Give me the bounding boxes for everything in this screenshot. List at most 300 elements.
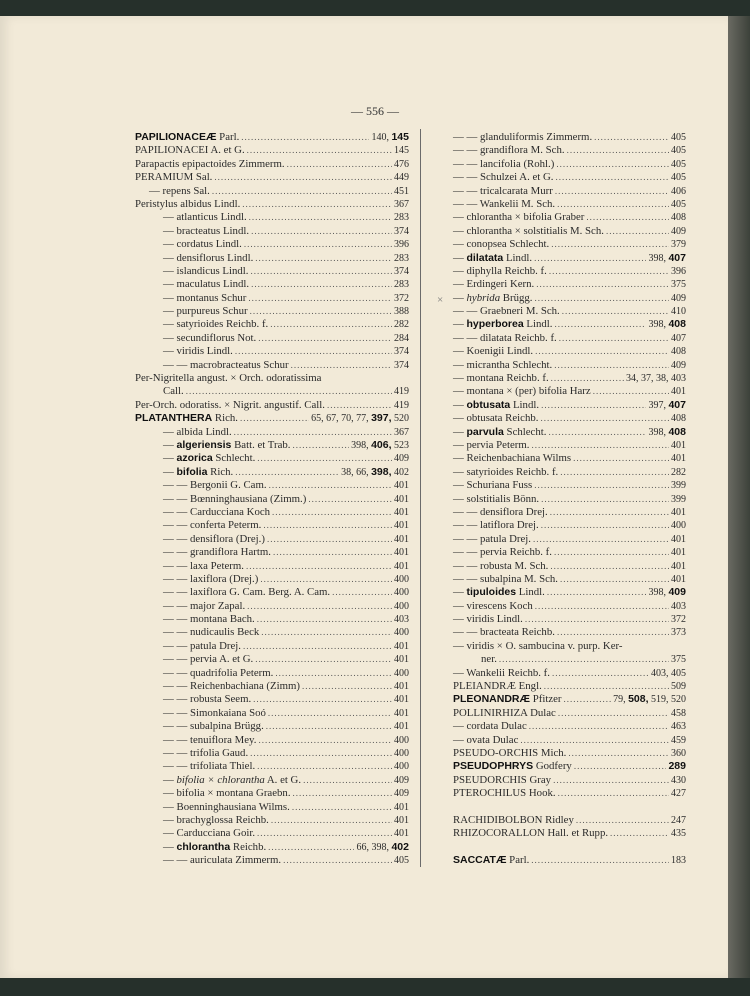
entry-pages [394, 586, 409, 599]
index-entry [135, 198, 409, 211]
entry-name [163, 720, 264, 733]
entry-pages [394, 573, 409, 586]
entry-bold-name: bifolia [176, 465, 208, 478]
entry-name [453, 560, 548, 573]
index-entry [453, 292, 686, 305]
page-refs: 282 [671, 466, 686, 478]
page-refs: 401 [394, 654, 409, 666]
entry-name [453, 827, 608, 840]
index-entry [135, 506, 409, 519]
index-entry [135, 827, 409, 840]
entry-name [453, 707, 556, 720]
entry-name [453, 185, 553, 198]
entry-name [163, 667, 273, 680]
page-refs: 367 [394, 426, 409, 438]
leader-dots [261, 626, 392, 639]
leader-dots [250, 747, 392, 760]
entry-name [163, 560, 244, 573]
index-entry [135, 640, 409, 653]
entry-name [453, 854, 529, 867]
entry-name [453, 225, 604, 238]
entry-name [163, 211, 247, 224]
entry-prefix: Per-Orch. odoratiss. × Nigrit. angustif. Call. [135, 398, 325, 411]
entry-pages [394, 693, 409, 706]
page-refs: 375 [671, 279, 686, 291]
page-ref-tail: 519, 520 [651, 694, 686, 706]
index-entry [453, 238, 686, 251]
leader-dots [554, 546, 669, 559]
leader-dots [534, 252, 646, 265]
leader-dots [272, 506, 392, 519]
entry-prefix: — islandicus Lindl. [163, 264, 249, 277]
entry-prefix: — bifolia × montana Graebn. [163, 787, 291, 800]
entry-pages [671, 814, 686, 827]
index-entry [453, 573, 686, 586]
page-refs: 405 [671, 158, 686, 170]
entry-pages [394, 345, 409, 358]
index-entry [453, 613, 686, 626]
page-refs: 407 [671, 332, 686, 344]
page-refs: 403 [394, 614, 409, 626]
leader-dots [255, 252, 392, 265]
entry-name [163, 653, 253, 666]
entry-prefix: — [163, 438, 177, 451]
leader-dots [293, 787, 392, 800]
page-refs: 401 [671, 506, 686, 518]
index-entry [135, 452, 409, 465]
page-refs: 399 [671, 480, 686, 492]
entry-pages [671, 546, 686, 559]
index-entry [453, 707, 686, 720]
entry-prefix: — satyrioides Reichb. f. [163, 318, 269, 331]
entry-prefix: — brachyglossa Reichb. [163, 813, 269, 826]
leader-dots [550, 560, 669, 573]
page-refs: 401 [671, 453, 686, 465]
entry-prefix: — micrantha Schlecht. [453, 358, 553, 371]
entry-name [453, 747, 566, 760]
entry-prefix: — — grandiflora M. Sch. [453, 144, 565, 157]
entry-prefix: — repens Sal. [149, 184, 210, 197]
entry-prefix: — — Reichenbachiana (Zimm) [163, 680, 301, 693]
page-refs: 459 [671, 734, 686, 746]
entry-pages [394, 225, 409, 238]
leader-dots [554, 359, 669, 372]
entry-bold-name: SACCATÆ [453, 854, 507, 867]
entry-prefix: — — quadrifolia Peterm. [163, 666, 274, 679]
page-refs: 397, [648, 399, 666, 411]
index-entry [453, 466, 686, 479]
entry-name [453, 720, 527, 733]
entry-pages [648, 586, 686, 599]
index-entry [135, 332, 409, 345]
index-entry [453, 640, 686, 653]
leader-dots [544, 680, 669, 693]
entry-name [453, 372, 549, 385]
entry-prefix: — — latiflora Drej. [453, 519, 539, 532]
entry-prefix: — — densiflora (Drej.) [163, 532, 265, 545]
entry-prefix: — — tenuiflora Mey. [163, 733, 257, 746]
entry-pages [394, 546, 409, 559]
entry-name [163, 640, 241, 653]
entry-name [453, 787, 556, 800]
entry-prefix: — [163, 840, 177, 853]
index-entry [453, 747, 686, 760]
index-entry [135, 359, 409, 372]
page-refs: 38, 66, [341, 466, 369, 478]
leader-dots [241, 131, 369, 144]
page-refs: 403 [671, 600, 686, 612]
index-entry [135, 144, 409, 157]
page-refs: 405 [394, 855, 409, 867]
entry-name [453, 265, 547, 278]
main-page-ref: 408 [668, 318, 686, 331]
entry-bold-name: PLEONANDRÆ [453, 693, 531, 706]
entry-pages [671, 412, 686, 425]
index-entry [453, 412, 686, 425]
page-refs: 398, [351, 439, 369, 451]
entry-prefix: — — Wankelii M. Sch. [453, 197, 556, 210]
entry-pages [671, 305, 686, 318]
entry-prefix: PLEIANDRÆ Engl. [453, 680, 542, 693]
entry-name [163, 493, 306, 506]
entry-bold-name: tipuloides [466, 586, 517, 599]
entry-author: Brügg. [500, 291, 533, 304]
entry-author: Rich. [212, 412, 238, 425]
entry-pages [671, 171, 686, 184]
entry-pages [648, 399, 686, 412]
entry-pages [394, 479, 409, 492]
leader-dots [610, 827, 669, 840]
leader-dots [186, 385, 392, 398]
entry-name [163, 385, 184, 398]
entry-name [163, 734, 256, 747]
column-divider [420, 129, 421, 867]
page-refs: 396 [394, 239, 409, 251]
entry-prefix: — — patula Drej. [453, 532, 531, 545]
entry-prefix: — ovata Dulac [453, 733, 519, 746]
entry-prefix: — bracteatus Lindl. [163, 224, 250, 237]
entry-prefix: — solstitialis Bönn. [453, 492, 540, 505]
entry-name [453, 533, 531, 546]
entry-name [453, 238, 549, 251]
page-refs: 409 [394, 453, 409, 465]
page-refs: 398, [648, 252, 666, 264]
entry-author: Schlecht. [212, 452, 256, 465]
entry-name [453, 493, 539, 506]
entry-name [135, 198, 240, 211]
entry-name [453, 131, 592, 144]
entry-pages [671, 506, 686, 519]
index-entry [453, 546, 686, 559]
page-ref-tail: 523 [394, 439, 409, 451]
entry-prefix: — cordatus Lindl. [163, 238, 242, 251]
index-entry [135, 345, 409, 358]
entry-prefix: — — glanduliformis Zimmerm. [453, 131, 593, 143]
index-entry [453, 493, 686, 506]
page-refs: 400 [394, 600, 409, 612]
entry-name [163, 546, 271, 559]
entry-name [453, 278, 534, 291]
entry-italic-name: hybrida [466, 291, 501, 304]
index-gap [453, 841, 686, 854]
page-refs: 406 [671, 185, 686, 197]
entry-bold-name: dilatata [466, 251, 504, 264]
page-refs: 401 [671, 560, 686, 572]
page-refs: 400 [671, 520, 686, 532]
main-page-ref: 407 [668, 251, 686, 264]
entry-prefix: — — robusta Seem. [163, 693, 252, 706]
page-refs: 401 [394, 547, 409, 559]
page-refs: 458 [671, 707, 686, 719]
index-entry [453, 278, 686, 291]
entry-prefix: Parapactis epipactoides Zimmerm. [135, 157, 285, 170]
page-refs: 400 [394, 573, 409, 585]
page-refs: 400 [394, 667, 409, 679]
leader-dots [251, 225, 392, 238]
entry-name [453, 305, 560, 318]
page-refs: 401 [394, 814, 409, 826]
page-refs: 379 [671, 239, 686, 251]
entry-name [453, 613, 523, 626]
main-page-ref: 145 [391, 131, 409, 143]
entry-name [135, 131, 239, 144]
entry-prefix: — — laxiflora G. Cam. Berg. A. Cam. [163, 586, 331, 599]
index-entry [453, 426, 686, 439]
entry-name [453, 693, 562, 706]
entry-name [163, 519, 261, 532]
entry-name [163, 747, 248, 760]
leader-dots [268, 841, 354, 854]
entry-prefix: PSEUDO-ORCHIS Mich. [453, 746, 567, 759]
leader-dots [273, 546, 392, 559]
entry-name [163, 439, 290, 452]
leader-dots [257, 760, 392, 773]
entry-name [453, 252, 532, 265]
leader-dots [267, 533, 392, 546]
entry-prefix: — chlorantha × bifolia Graber [453, 211, 585, 224]
page-refs: 34, 37, 38, [626, 373, 669, 385]
entry-name [163, 827, 255, 840]
page-refs: 401 [394, 694, 409, 706]
entry-pages [671, 278, 686, 291]
entry-author: Lindl. [510, 398, 540, 411]
entry-pages [671, 131, 686, 144]
leader-dots [594, 131, 669, 144]
leader-dots [549, 265, 669, 278]
leader-dots [258, 734, 392, 747]
entry-name [135, 171, 212, 184]
entry-pages [671, 385, 686, 398]
leader-dots [332, 586, 392, 599]
page-refs: 401 [671, 439, 686, 451]
leader-dots [287, 158, 392, 171]
entry-pages [648, 426, 686, 439]
index-entry [135, 667, 409, 680]
page-refs: 401 [394, 533, 409, 545]
entry-prefix: — — Bœnninghausiana (Zimm.) [163, 492, 307, 505]
entry-author: Batt. et Trab. [231, 438, 291, 451]
entry-prefix: — — trifolia Gaud. [163, 746, 249, 759]
entry-author: Pfitzer [530, 693, 562, 706]
entry-pages [394, 533, 409, 546]
entry-name [163, 479, 267, 492]
index-entry [135, 426, 409, 439]
index-entry [453, 305, 686, 318]
entry-prefix: — viridis Lindl. [453, 613, 523, 626]
entry-prefix: — — dilatata Reichb. f. [453, 331, 557, 344]
entry-name [135, 158, 285, 171]
entry-name [149, 185, 210, 198]
page-refs: 65, 67, 70, 77, [311, 413, 369, 425]
entry-author: Rich. [207, 465, 234, 478]
index-entry [135, 185, 409, 198]
leader-dots [555, 185, 669, 198]
index-entry [453, 399, 686, 412]
page-refs: 401 [394, 560, 409, 572]
entry-prefix: — — pervia Reichb. f. [453, 546, 552, 559]
index-entry [453, 734, 686, 747]
index-entry [453, 439, 686, 452]
index-entry [453, 225, 686, 238]
page-refs: 409 [671, 225, 686, 237]
entry-name [163, 586, 330, 599]
entry-prefix: — chlorantha × solstitialis M. Sch. [453, 224, 604, 237]
page-ref-tail: 520 [394, 413, 409, 425]
entry-name [453, 332, 557, 345]
leader-dots [525, 613, 669, 626]
entry-pages [394, 198, 409, 211]
index-entry [453, 479, 686, 492]
page-refs: 400 [394, 761, 409, 773]
entry-pages [394, 854, 409, 867]
entry-name [135, 144, 245, 157]
entry-pages [394, 626, 409, 639]
entry-prefix: POLLINIRHIZA Dulac [453, 706, 556, 719]
leader-dots [271, 814, 392, 827]
entry-pages [394, 278, 409, 291]
leader-dots [574, 760, 667, 773]
page-refs: 373 [671, 627, 686, 639]
entry-pages [648, 252, 686, 265]
leader-dots [560, 466, 669, 479]
index-entry [135, 225, 409, 238]
entry-name [453, 626, 555, 639]
entry-prefix: — atlanticus Lindl. [163, 211, 247, 224]
leader-dots [559, 332, 669, 345]
index-entry [135, 292, 409, 305]
page-refs: 282 [394, 319, 409, 331]
entry-prefix: — — Bergonii G. Cam. [163, 479, 267, 492]
entry-name [135, 412, 238, 425]
entry-prefix: — — subalpina M. Sch. [453, 572, 558, 585]
index-entry [453, 506, 686, 519]
page-edge [728, 16, 750, 978]
page-refs: 451 [394, 185, 409, 197]
entry-name [453, 439, 529, 452]
page-refs: 374 [394, 225, 409, 237]
entry-name [163, 774, 301, 787]
index-entry [453, 198, 686, 211]
entry-pages [311, 412, 409, 425]
entry-name [453, 573, 558, 586]
leader-dots [248, 292, 392, 305]
entry-name [163, 854, 281, 867]
entry-pages [626, 372, 686, 385]
entry-prefix: — pervia Peterm. [453, 438, 530, 451]
entry-author: Parl. [506, 854, 530, 867]
page-refs: 401 [394, 828, 409, 840]
entry-prefix: — — trifoliata Thiel. [163, 760, 256, 773]
entry-pages [671, 158, 686, 171]
main-page-ref: 406, [371, 438, 392, 451]
main-page-ref: 398, [371, 465, 392, 478]
entry-bold-name: chlorantha [176, 840, 231, 853]
entry-prefix: — maculatus Lindl. [163, 278, 250, 291]
page-refs: 435 [671, 828, 686, 840]
entry-prefix: — Koenigii Lindl. [453, 345, 534, 358]
entry-pages [351, 439, 409, 452]
page-refs: 247 [671, 814, 686, 826]
entry-name [453, 171, 553, 184]
leader-dots [268, 707, 392, 720]
entry-pages [394, 211, 409, 224]
entry-name [453, 412, 538, 425]
entry-pages [671, 225, 686, 238]
index-gap [453, 801, 686, 814]
entry-name [163, 292, 246, 305]
index-entry [135, 493, 409, 506]
leader-dots [557, 626, 669, 639]
leader-dots [557, 198, 669, 211]
page-refs: 401 [394, 520, 409, 532]
index-entry [453, 560, 686, 573]
entry-prefix: — [453, 398, 467, 411]
entry-name [453, 586, 545, 599]
index-entry [453, 345, 686, 358]
leader-dots [240, 412, 309, 425]
leader-dots [255, 653, 392, 666]
entry-bold-name: hyperborea [466, 318, 524, 331]
index-entry [135, 560, 409, 573]
entry-name [163, 238, 242, 251]
entry-pages [394, 519, 409, 532]
leader-dots [250, 305, 392, 318]
entry-bold-name: parvula [466, 425, 504, 438]
entry-prefix: — — robusta M. Sch. [453, 559, 549, 572]
index-entry [135, 252, 409, 265]
page-refs: 405 [671, 145, 686, 157]
entry-prefix: — — conferta Peterm. [163, 519, 262, 532]
entry-pages [671, 734, 686, 747]
entry-pages [648, 318, 686, 331]
page-refs: 283 [394, 279, 409, 291]
entry-pages [394, 801, 409, 814]
entry-prefix: — purpureus Schur [163, 305, 248, 318]
leader-dots [552, 667, 649, 680]
page-refs: 360 [671, 747, 686, 759]
entry-prefix: — — Simonkaiana Soó [163, 706, 266, 719]
entry-prefix: — virescens Koch [453, 599, 533, 612]
page-refs: 374 [394, 346, 409, 358]
page-refs: 367 [394, 198, 409, 210]
main-page-ref: 289 [668, 760, 686, 773]
entry-pages [394, 359, 409, 372]
entry-name [163, 693, 251, 706]
index-entry [453, 372, 686, 385]
leader-dots [535, 345, 669, 358]
entry-pages [671, 707, 686, 720]
page-refs: 401 [671, 573, 686, 585]
